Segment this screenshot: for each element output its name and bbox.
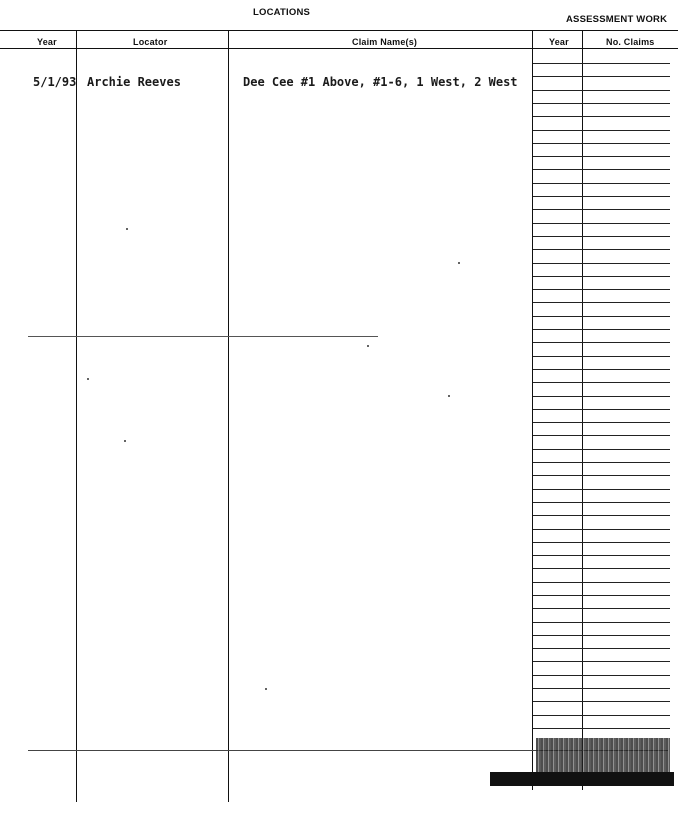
assessment-rule-line <box>533 688 670 689</box>
assessment-rule-line <box>533 356 670 357</box>
assessment-rule-line <box>533 422 670 423</box>
assessment-rule-line <box>533 449 670 450</box>
assessment-rule-line <box>533 236 670 237</box>
assessment-rule-line <box>533 475 670 476</box>
assessment-rule-line <box>533 595 670 596</box>
assessment-section-title: ASSESSMENT WORK <box>566 14 668 25</box>
scan-speck <box>458 262 460 264</box>
column-header-no-claims: No. Claims <box>606 37 655 47</box>
assessment-rule-line <box>533 156 670 157</box>
assessment-rule-line <box>533 622 670 623</box>
assessment-rule-line <box>533 209 670 210</box>
assessment-rule-line <box>533 183 670 184</box>
column-header-year: Year <box>37 37 57 47</box>
scan-speck <box>87 378 89 380</box>
assessment-rule-line <box>533 316 670 317</box>
assessment-rule-line <box>533 701 670 702</box>
assessment-rule-line <box>533 542 670 543</box>
assessment-rule-line <box>533 329 670 330</box>
scan-speck <box>124 440 126 442</box>
assessment-rule-line <box>533 462 670 463</box>
assessment-rule-line <box>533 169 670 170</box>
assessment-rule-line <box>533 63 670 64</box>
assessment-rule-line <box>533 648 670 649</box>
assessment-rule-line <box>533 608 670 609</box>
assessment-rule-line <box>533 143 670 144</box>
assessment-rule-line <box>533 502 670 503</box>
assessment-rule-line <box>533 568 670 569</box>
scan-speck <box>448 395 450 397</box>
assessment-rule-line <box>533 529 670 530</box>
assessment-rule-line <box>533 582 670 583</box>
assessment-rule-line <box>533 103 670 104</box>
assessment-rule-line <box>533 263 670 264</box>
column-divider-locator <box>228 30 229 802</box>
assessment-rule-line <box>533 76 670 77</box>
fold-line-upper <box>28 336 378 337</box>
scan-speck <box>367 345 369 347</box>
assessment-rule-line <box>533 489 670 490</box>
scan-smudge-bottom <box>490 772 674 786</box>
assessment-rule-line <box>533 715 670 716</box>
assessment-rule-line <box>533 116 670 117</box>
assessment-rule-line <box>533 515 670 516</box>
assessment-rule-line <box>533 435 670 436</box>
assessment-rule-line <box>533 635 670 636</box>
row-1-year: 5/1/93 <box>33 75 77 89</box>
row-1-locator: Archie Reeves <box>87 75 181 89</box>
assessment-rule-line <box>533 728 670 729</box>
row-1-claim-names: Dee Cee #1 Above, #1-6, 1 West, 2 West <box>243 75 518 89</box>
scan-speck <box>265 688 267 690</box>
assessment-rule-line <box>533 661 670 662</box>
column-divider-claims <box>532 30 533 790</box>
column-header-locator: Locator <box>133 37 168 47</box>
assessment-rule-line <box>533 342 670 343</box>
assessment-rule-line <box>533 409 670 410</box>
assessment-rule-line <box>533 555 670 556</box>
header-top-rule <box>0 30 678 31</box>
assessment-rule-line <box>533 382 670 383</box>
locations-section-title: LOCATIONS <box>253 7 311 18</box>
column-divider-assessment <box>582 30 583 790</box>
assessment-rule-line <box>533 249 670 250</box>
column-divider-year <box>76 30 77 802</box>
assessment-rule-line <box>533 396 670 397</box>
assessment-rule-line <box>533 90 670 91</box>
assessment-rule-line <box>533 130 670 131</box>
assessment-rule-line <box>533 223 670 224</box>
assessment-rule-line <box>533 289 670 290</box>
assessment-rule-line <box>533 276 670 277</box>
assessment-rule-line <box>533 302 670 303</box>
scan-speck <box>126 228 128 230</box>
column-header-assessment-year: Year <box>549 37 569 47</box>
assessment-rule-line <box>533 369 670 370</box>
assessment-rule-line <box>533 196 670 197</box>
column-header-claim-names: Claim Name(s) <box>352 37 418 47</box>
assessment-rule-line <box>533 675 670 676</box>
header-bottom-rule <box>0 48 678 49</box>
